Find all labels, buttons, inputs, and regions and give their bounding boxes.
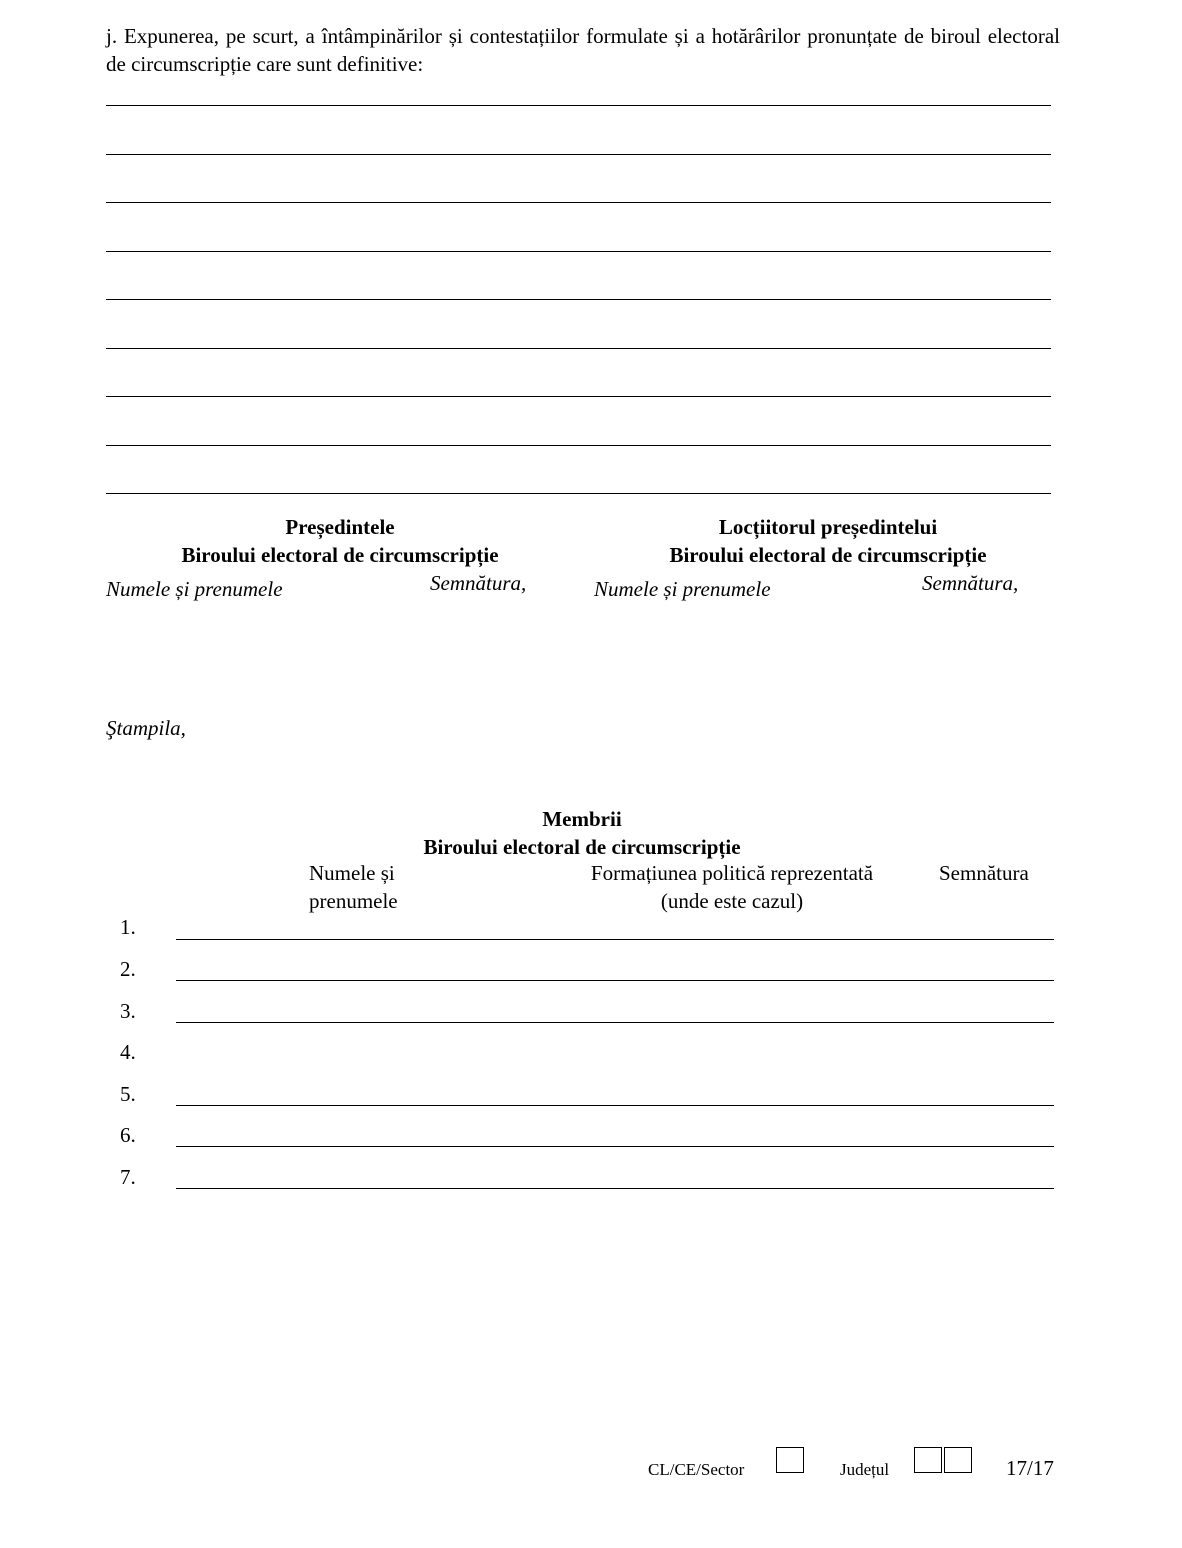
members-title-line2: Biroului electoral de circumscripție — [423, 835, 741, 859]
member-row-line[interactable] — [176, 1022, 1054, 1023]
footer-cl-label: CL/CE/Sector — [648, 1460, 745, 1479]
writing-line[interactable] — [106, 251, 1051, 252]
writing-line[interactable] — [106, 445, 1051, 446]
footer-county-label: Județul — [840, 1460, 890, 1479]
president-title — [130, 513, 550, 569]
member-row-line[interactable] — [176, 1105, 1054, 1106]
members-title-line1: Membrii — [542, 807, 622, 831]
member-row-number: 7. — [120, 1165, 136, 1189]
member-row-number: 5. — [120, 1082, 136, 1106]
writing-line[interactable] — [106, 105, 1051, 106]
deputy-name-label: Numele și prenumele — [594, 577, 771, 601]
column-header-party — [562, 859, 902, 915]
member-row-number: 4. — [120, 1040, 136, 1064]
writing-line[interactable] — [106, 202, 1051, 203]
deputy-title-line2: Biroului electoral de circumscripție — [669, 543, 987, 567]
column-header-party-line2: (unde este cazul) — [660, 889, 804, 913]
member-row-number: 2. — [120, 957, 136, 981]
stamp-label: Ştampila, — [106, 716, 186, 740]
deputy-title-line1: Locțiitorul președintelui — [718, 515, 938, 539]
footer-cl-box[interactable] — [776, 1447, 804, 1473]
president-title-line2: Biroului electoral de circumscripție — [181, 543, 499, 567]
members-title — [382, 805, 782, 861]
deputy-signature-label: Semnătura, — [922, 571, 1019, 595]
writing-line[interactable] — [106, 299, 1051, 300]
president-title-line1: Președintele — [285, 515, 395, 539]
column-header-party-line1: Formațiunea politică reprezentată — [590, 861, 874, 885]
president-name-label: Numele și prenumele — [106, 577, 283, 601]
column-header-name-line2: prenumele — [309, 889, 398, 913]
member-row-line[interactable] — [176, 1146, 1054, 1147]
writing-line[interactable] — [106, 154, 1051, 155]
member-row-number: 1. — [120, 915, 136, 939]
member-row-number: 6. — [120, 1123, 136, 1147]
column-header-name — [309, 859, 398, 915]
deputy-title — [618, 513, 1038, 569]
writing-line[interactable] — [106, 348, 1051, 349]
member-row-line[interactable] — [176, 939, 1054, 940]
member-row-number: 3. — [120, 999, 136, 1023]
column-header-name-line1: Numele și — [309, 861, 395, 885]
president-signature-label: Semnătura, — [430, 571, 527, 595]
member-row-line[interactable] — [176, 980, 1054, 981]
footer-county-box-1[interactable] — [914, 1447, 942, 1473]
page-number: 17/17 — [1006, 1456, 1054, 1480]
member-row-line[interactable] — [176, 1188, 1054, 1189]
column-header-signature: Semnătura — [939, 861, 1029, 885]
writing-line[interactable] — [106, 396, 1051, 397]
section-j-intro: j. Expunerea, pe scurt, a întâmpinărilor și contestațiilor formulate și a hotărârilor pronunțate de biroul electoral de circumscripție care sunt definitive: — [106, 24, 1060, 76]
writing-line[interactable] — [106, 493, 1051, 494]
footer-county-box-2[interactable] — [944, 1447, 972, 1473]
